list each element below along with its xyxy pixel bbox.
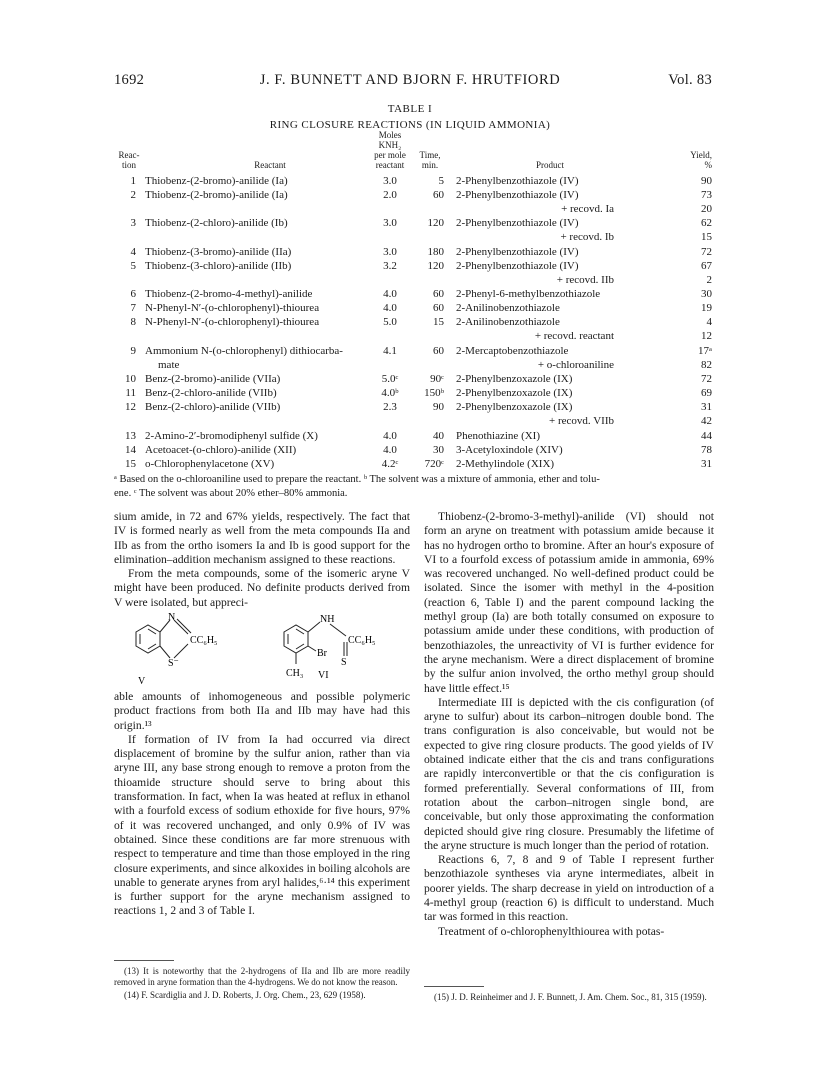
cell-product: 2-Mercaptobenzothiazole — [456, 345, 569, 357]
table-row — [0, 245, 820, 259]
cell-yield: 31 — [701, 458, 712, 470]
cell-time: 40 — [433, 430, 444, 442]
cell-product: + recovd. VIIb — [549, 415, 614, 427]
cell-reaction-number: 1 — [130, 175, 136, 187]
cell-yield: 67 — [701, 260, 712, 272]
table-label: TABLE I — [387, 103, 433, 115]
col-header-yield-2: % — [704, 160, 712, 170]
table-row — [0, 202, 820, 216]
cell-product: 2-Phenylbenzothiazole (IV) — [456, 260, 579, 272]
paragraph: Thiobenz-(2-bromo-3-methyl)-anilide (VI) should not form an aryne on treatment with potassium amide because it has no hydrogen ortho to bromine. After an hour's exposure of VI to a fourfold excess of potassium amide in ammonia, 69% was recovered unchanged. No well-defined product could be isolated. Since the isomer with methyl in the 4-position (reaction 6, Table I) and the parent compound lacking the methyl group (Ia) are both totally consumed on exposure to potassium amide under these conditions, with production of benzothiazoles, the unreactivity of VI is further evidence for the aryne mechanism. Were a direct displacement of bromine by the sulfur anion involved, the ortho methyl group should have little effect.¹⁵ — [424, 510, 714, 695]
cell-reaction-number: 11 — [125, 387, 136, 399]
cell-time: 180 — [427, 246, 444, 258]
structure-v-s: S⁻ — [168, 658, 179, 669]
structure-v-sub: CC₆H₅ — [190, 635, 218, 646]
cell-yield: 15 — [701, 231, 712, 243]
cell-time: 120 — [427, 260, 444, 272]
cell-time: 90ᶜ — [430, 373, 444, 385]
cell-yield: 19 — [701, 302, 712, 314]
paragraph: If formation of IV from Ia had occurred via direct displacement of bromine by the sulfur anion, rather than via aryne III, any base strong enough to remove a proton from the thioamide structure should serve to bring about this transformation. In fact, when Ia was heated at reflux in ethanol with a fourfold excess of sodium ethoxide for five hours, 97% of it was recovered unchanged, and only 0.9% of IV was obtained. Since these conditions are far more strenuous with respect to temperature and time than those employed in the ring closure experiments, and since alkoxides in boiling alcohols are unable to generate arynes from aryl halides,⁶·¹⁴ this experiment is further support for the aryne mechanism assigned to reactions 1, 2 and 3 of Table I. — [114, 732, 410, 918]
cell-moles: 4.0 — [383, 430, 397, 442]
footnote-13: (13) It is noteworthy that the 2-hydrogens of IIa and IIb are more readily removed in aryne formation than the 4-hydrogens. We do not know the reason. — [114, 966, 410, 987]
cell-reactant: Ammonium N-(o-chlorophenyl) dithiocarba- — [145, 345, 343, 357]
cell-reactant: Thiobenz-(2-bromo)-anilide (Ia) — [145, 175, 288, 187]
structure-vi-s: S — [341, 657, 347, 668]
col-header-moles-1: Moles — [378, 130, 402, 140]
cell-product: 2-Methylindole (XIX) — [456, 458, 555, 470]
cell-yield: 90 — [701, 175, 712, 187]
cell-product: 3-Acetyloxindole (XIV) — [456, 444, 563, 456]
cell-product: + recovd. Ia — [561, 203, 614, 215]
left-column-lower — [114, 690, 410, 919]
cell-reactant: Thiobenz-(3-chloro)-anilide (IIb) — [145, 260, 292, 272]
footnote-rule — [114, 960, 174, 961]
cell-product: 2-Anilinobenzothiazole — [456, 302, 560, 314]
col-header-moles-4: reactant — [375, 160, 405, 170]
cell-reactant: Thiobenz-(3-bromo)-anilide (IIa) — [145, 246, 292, 258]
cell-yield: 69 — [701, 387, 712, 399]
cell-moles: 4.0ᵇ — [381, 387, 399, 399]
cell-moles: 3.0 — [383, 217, 397, 229]
cell-yield: 62 — [701, 217, 712, 229]
cell-product: 2-Phenyl-6-methylbenzothiazole — [456, 288, 601, 300]
cell-yield: 73 — [701, 189, 712, 201]
cell-time: 60 — [433, 302, 444, 314]
cell-reactant: Thiobenz-(2-chloro)-anilide (Ib) — [145, 217, 288, 229]
structure-vi-nh: NH — [320, 614, 335, 625]
cell-time: 60 — [433, 189, 444, 201]
right-column — [424, 510, 714, 939]
table-row — [0, 457, 820, 471]
footnote-15: (15) J. D. Reinheimer and J. F. Bunnett, J. Am. Chem. Soc., 81, 315 (1959). — [434, 992, 707, 1002]
cell-moles: 3.0 — [383, 246, 397, 258]
cell-moles: 4.1 — [383, 345, 397, 357]
table-row — [0, 344, 820, 358]
cell-product: 2-Phenylbenzoxazole (IX) — [456, 373, 573, 385]
cell-yield: 4 — [706, 316, 712, 328]
col-header-moles-2: KNH₂ — [378, 140, 402, 150]
table-row — [0, 358, 820, 372]
cell-yield: 2 — [706, 274, 712, 286]
col-header-reaction-1: Reac- — [118, 150, 140, 160]
cell-product: + recovd. reactant — [534, 330, 614, 342]
table-row — [0, 273, 820, 287]
left-footnotes — [114, 966, 410, 1003]
structure-vi-ch3: CH₃ — [286, 668, 304, 679]
cell-yield: 17ᵃ — [697, 345, 712, 357]
cell-reaction-number: 15 — [125, 458, 136, 470]
cell-time: 90 — [433, 401, 444, 413]
cell-reactant: 2-Amino-2′-bromodiphenyl sulfide (X) — [145, 430, 318, 442]
cell-product: 2-Phenylbenzothiazole (IV) — [456, 189, 579, 201]
left-column-upper — [114, 510, 410, 610]
cell-reaction-number: 10 — [125, 373, 136, 385]
cell-moles: 2.0 — [383, 189, 397, 201]
cell-reactant: o-Chlorophenylacetone (XV) — [145, 458, 275, 470]
paragraph: able amounts of inhomogeneous and possible polymeric product fractions from both IIa and IIb may have had this origin.¹³ — [114, 690, 410, 732]
cell-yield: 42 — [701, 415, 712, 427]
cell-yield: 20 — [701, 203, 712, 215]
structure-v-n: N — [168, 612, 176, 623]
cell-reactant: Benz-(2-chloro-anilide (VIIb) — [145, 387, 277, 399]
table-row — [0, 287, 820, 301]
cell-moles: 4.2ᶜ — [381, 458, 399, 470]
paragraph: Intermediate III is depicted with the cis configuration (of aryne to sulfur) about its carbon–nitrogen double bond. The trans configuration is also conceivable, but would not be expected to give ring closure products. The good yields of IV obtained indicate either that the cis and trans configurations are rapidly interconvertible or that the cis configuration is formed preferentially. Several conformations of III, from rotation about the carbon–nitrogen single bond, are conceivable, but only those approximating the conformation depicted should give ring closure. Presumably the lifetime of the aryne structure is much longer than the period of rotation. — [424, 695, 714, 852]
cell-yield: 44 — [701, 430, 712, 442]
cell-moles: 4.0 — [383, 288, 397, 300]
cell-product: 2-Phenylbenzoxazole (IX) — [456, 401, 573, 413]
cell-reaction-number: 2 — [130, 189, 136, 201]
cell-reactant: N-Phenyl-N′-(o-chlorophenyl)-thiourea — [145, 302, 320, 314]
cell-reactant: Benz-(2-bromo)-anilide (VIIa) — [145, 373, 281, 385]
chemical-structures — [114, 612, 410, 690]
cell-reaction-number: 13 — [125, 430, 136, 442]
col-header-reactant: Reactant — [254, 160, 286, 170]
structure-vi-br: Br — [317, 648, 327, 659]
cell-product: 2-Phenylbenzothiazole (IV) — [456, 246, 579, 258]
cell-time: 5 — [438, 175, 444, 187]
volume-label: Vol. 83 — [668, 72, 712, 88]
cell-reaction-number: 3 — [130, 217, 136, 229]
cell-product: + recovd. Ib — [560, 231, 614, 243]
paragraph: sium amide, in 72 and 67% yields, respectively. The fact that IV is formed nearly as well from the meta compounds IIa and IIb as from the ortho isomers Ia and Ib is good support for the elimination–addition mechanism assigned to these reactions. — [114, 510, 410, 566]
table-row — [0, 329, 820, 343]
col-header-reaction-2: tion — [121, 160, 136, 170]
cell-reaction-number: 6 — [130, 288, 136, 300]
cell-time: 60 — [433, 345, 444, 357]
structure-v-label: V — [138, 676, 146, 687]
table-title: RING CLOSURE REACTIONS (IN LIQUID AMMONIA) — [269, 119, 551, 131]
footnote-14: (14) F. Scardiglia and J. D. Roberts, J. Org. Chem., 23, 629 (1958). — [124, 990, 366, 1000]
table-row — [0, 372, 820, 386]
table-row — [0, 429, 820, 443]
cell-time: 15 — [433, 316, 444, 328]
cell-product: 2-Anilinobenzothiazole — [456, 316, 560, 328]
structure-vi — [284, 622, 347, 664]
cell-reaction-number: 7 — [130, 302, 136, 314]
table-row — [0, 174, 820, 188]
running-head-authors: J. F. BUNNETT AND BJORN F. HRUTFIORD — [259, 72, 561, 88]
cell-yield: 31 — [701, 401, 712, 413]
col-header-time-2: min. — [421, 160, 439, 170]
cell-reaction-number: 5 — [130, 260, 136, 272]
col-header-moles-3: per mole — [374, 150, 406, 160]
cell-time: 30 — [433, 444, 444, 456]
cell-moles: 5.0 — [383, 316, 397, 328]
cell-time: 120 — [427, 217, 444, 229]
cell-time: 150ᵇ — [424, 387, 444, 399]
cell-reactant: Thiobenz-(2-bromo-4-methyl)-anilide — [145, 288, 313, 300]
cell-product: 2-Phenylbenzothiazole (IV) — [456, 217, 579, 229]
col-header-product: Product — [536, 160, 564, 170]
table-row — [0, 216, 820, 230]
paragraph: Treatment of o-chlorophenylthiourea with potas- — [438, 924, 665, 938]
cell-reactant: N-Phenyl-N′-(o-chlorophenyl)-thiourea — [145, 316, 320, 328]
cell-product: Phenothiazine (XI) — [456, 430, 540, 442]
cell-moles: 2.3 — [383, 401, 397, 413]
cell-yield: 30 — [701, 288, 712, 300]
paragraph: Reactions 6, 7, 8 and 9 of Table I represent further benzothiazole syntheses via aryne intermediates, albeit in poorer yields. The sharp decrease in yield on introduction of a 4-methyl group (reaction 6) is difficult to understand. Much tar was formed in this reaction. — [424, 853, 714, 924]
cell-yield: 82 — [701, 359, 712, 371]
table-row — [0, 315, 820, 329]
table-row — [0, 400, 820, 414]
cell-reactant: mate — [158, 359, 180, 371]
table-footnote-2: ene. ᶜ The solvent was about 20% ether–80% ammonia. — [114, 488, 348, 499]
table-row — [0, 188, 820, 202]
cell-moles: 3.0 — [383, 175, 397, 187]
cell-product: + recovd. IIb — [556, 274, 614, 286]
paragraph: From the meta compounds, some of the isomeric aryne V might have been produced. No definite products derived from V were isolated, but appreci- — [114, 567, 410, 609]
col-header-time-1: Time, — [419, 150, 441, 160]
cell-reaction-number: 9 — [130, 345, 136, 357]
cell-yield: 12 — [701, 330, 712, 342]
cell-yield: 72 — [701, 246, 712, 258]
cell-yield: 72 — [701, 373, 712, 385]
cell-reaction-number: 14 — [125, 444, 136, 456]
cell-reaction-number: 4 — [130, 246, 136, 258]
table-row — [0, 230, 820, 244]
table-row — [0, 301, 820, 315]
cell-moles: 5.0ᶜ — [381, 373, 399, 385]
table-row — [0, 414, 820, 428]
table-row — [0, 443, 820, 457]
table-row — [0, 386, 820, 400]
table-row — [0, 259, 820, 273]
cell-time: 720ᶜ — [424, 458, 444, 470]
structure-vi-label: VI — [318, 670, 329, 681]
cell-yield: 78 — [701, 444, 712, 456]
cell-product: 2-Phenylbenzoxazole (IX) — [456, 387, 573, 399]
structure-v — [136, 619, 191, 658]
col-header-yield-1: Yield, — [690, 150, 712, 160]
cell-reactant: Acetoacet-(o-chloro)-anilide (XII) — [145, 444, 297, 456]
footnote-rule — [424, 986, 484, 987]
right-footnotes — [424, 992, 714, 1005]
page-number: 1692 — [114, 72, 145, 88]
cell-moles: 4.0 — [383, 302, 397, 314]
cell-moles: 4.0 — [383, 444, 397, 456]
cell-reaction-number: 12 — [125, 401, 136, 413]
cell-reactant: Benz-(2-chloro)-anilide (VIIb) — [145, 401, 281, 413]
cell-reactant: Thiobenz-(2-bromo)-anilide (Ia) — [145, 189, 288, 201]
cell-product: 2-Phenylbenzothiazole (IV) — [456, 175, 579, 187]
table-footnote-1: ᵃ Based on the o-chloroaniline used to prepare the reactant. ᵇ The solvent was a mixture of ammonia, ether and tolu- — [114, 474, 600, 485]
structure-vi-sub: CC₆H₅ — [348, 635, 376, 646]
cell-moles: 3.2 — [383, 260, 397, 272]
cell-reaction-number: 8 — [130, 316, 136, 328]
cell-time: 60 — [433, 288, 444, 300]
cell-product: + o-chloroaniline — [537, 359, 614, 371]
